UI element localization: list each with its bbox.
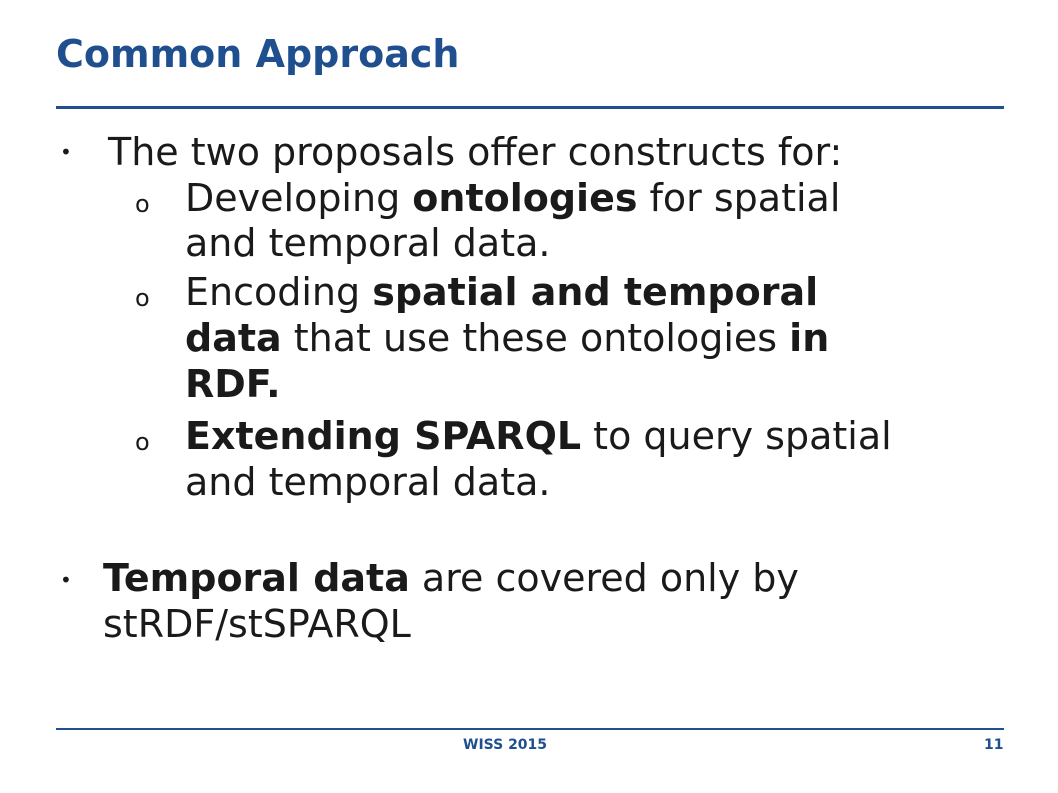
sub-bullet-2-line-3: RDF. (185, 362, 281, 406)
sub-bullet-1-line-2: and temporal data. (185, 221, 551, 265)
sub-bullet-2-line-2: data that use these ontologies in (185, 316, 830, 360)
bullet-dot-icon: • (60, 568, 72, 592)
footer-divider (56, 728, 1004, 730)
sub-bullet-2-line-1: Encoding spatial and temporal (185, 270, 819, 314)
footer-event: WISS 2015 (463, 737, 548, 753)
sub-bullet-3-line-2: and temporal data. (185, 460, 551, 504)
sub-bullet-marker-icon: o (135, 190, 150, 218)
slide-title: Common Approach (56, 32, 460, 76)
bullet-2-line-2: stRDF/stSPARQL (103, 602, 411, 646)
bullet-2-line-1: Temporal data are covered only by (103, 556, 799, 600)
title-divider (56, 106, 1004, 109)
sub-bullet-marker-icon: o (135, 284, 150, 312)
sub-bullet-3-line-1: Extending SPARQL to query spatial (185, 414, 892, 458)
sub-bullet-1-line-1: Developing ontologies for spatial (185, 176, 841, 220)
bullet-dot-icon: • (60, 140, 72, 164)
page-number: 11 (984, 737, 1004, 753)
sub-bullet-marker-icon: o (135, 428, 150, 456)
bullet-1-text: The two proposals offer constructs for: (108, 130, 843, 174)
